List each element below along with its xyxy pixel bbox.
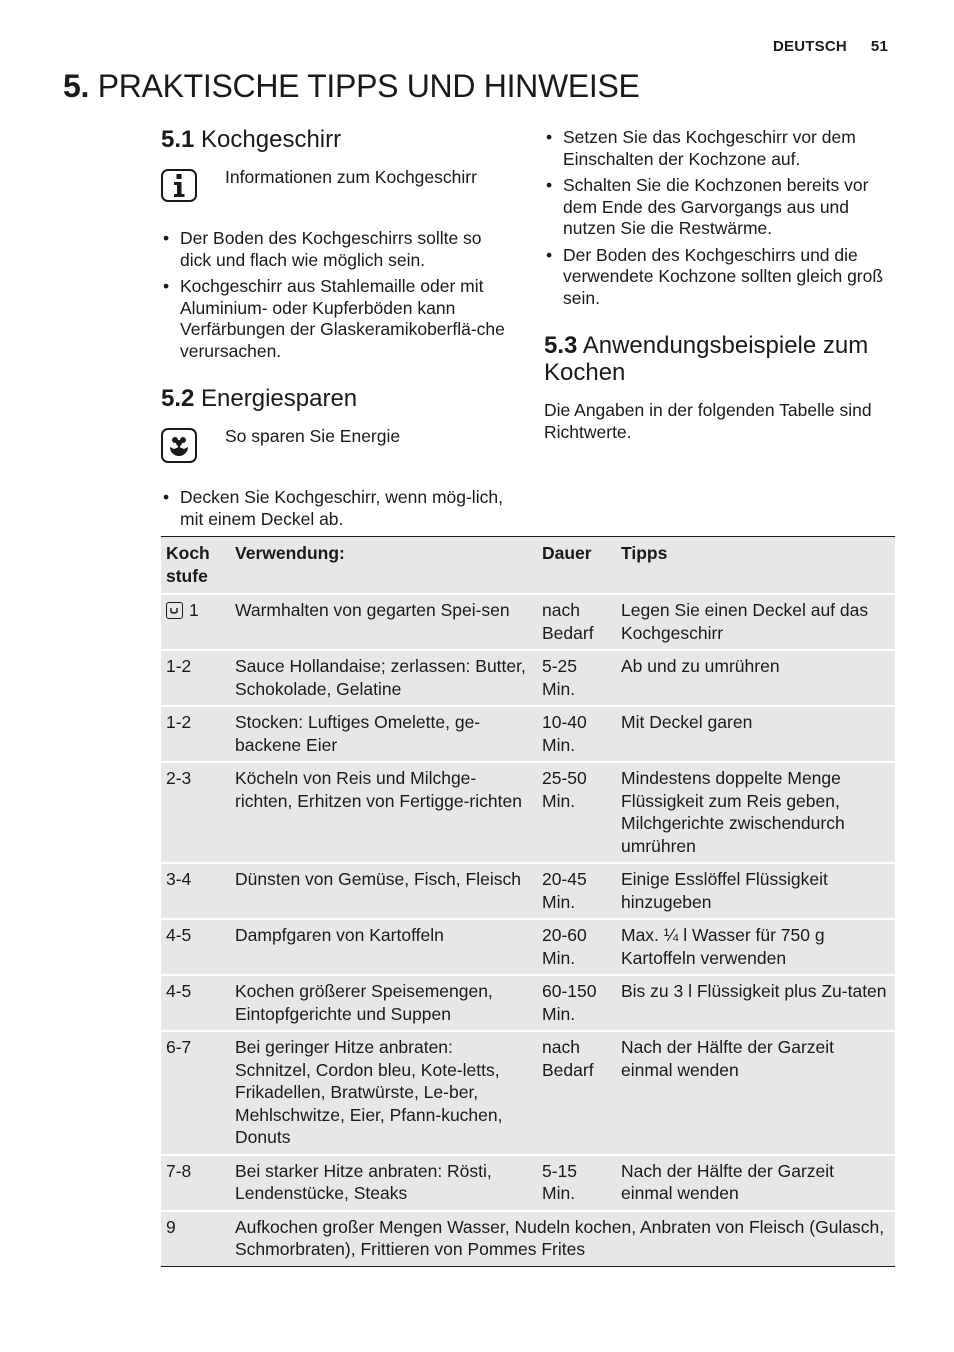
table-row: [161, 762, 895, 863]
table-row: [161, 594, 895, 650]
page-title: [63, 68, 640, 105]
table-row: [161, 919, 895, 975]
cell-dauer: 60-150 Min.: [537, 975, 616, 1031]
language-label: DEUTSCH: [773, 38, 847, 55]
info-text-kochgeschirr: Informationen zum Kochgeschirr: [225, 167, 477, 187]
cell-dauer: 25-50 Min.: [537, 762, 616, 863]
list-item: • Schalten Sie die Kochzonen bereits vor dem Ende des Garvorgangs aus und nutzen Sie die Restwärme.: [544, 175, 896, 240]
cell-verwendung: Warmhalten von gegarten Spei-sen: [230, 594, 537, 650]
cell-tipps: Nach der Hälfte der Garzeit einmal wenden: [616, 1155, 895, 1211]
cell-dauer: nach Bedarf: [537, 594, 616, 650]
cell-verwendung: Köcheln von Reis und Milchge-richten, Erhitzen von Fertigge-richten: [230, 762, 537, 863]
cell-verwendung: Bei starker Hitze anbraten: Rösti, Lendenstücke, Steaks: [230, 1155, 537, 1211]
header-dauer: Dauer: [537, 537, 616, 595]
list-item: • Kochgeschirr aus Stahlemaille oder mit Aluminium- oder Kupferböden kann Verfärbungen der Glaskeramikoberflä-che verursachen.: [161, 276, 511, 362]
cell-stufe: 7-8: [161, 1155, 230, 1211]
cell-stufe: 1-2: [161, 706, 230, 762]
cell-dauer: 10-40 Min.: [537, 706, 616, 762]
cell-stufe: 6-7: [161, 1031, 230, 1155]
cell-tipps: Mit Deckel garen: [616, 706, 895, 762]
table-row: [161, 1155, 895, 1211]
bullets-5-2: [161, 487, 511, 535]
list-item: • Decken Sie Kochgeschirr, wenn mög-lich, mit einem Deckel ab.: [161, 487, 511, 530]
cell-dauer: 20-45 Min.: [537, 863, 616, 919]
cell-verwendung: Bei geringer Hitze anbraten: Schnitzel, Cordon bleu, Kote-letts, Frikadellen, Bratwürste, Le-ber, Mehlschwitze, Eier, Pfann-kuchen, Donuts: [230, 1031, 537, 1155]
cell-verwendung: Sauce Hollandaise; zerlassen: Butter, Schokolade, Gelatine: [230, 650, 537, 706]
section-heading-5-1: 5.1 Kochgeschirr: [161, 126, 342, 153]
cell-tipps: Legen Sie einen Deckel auf das Kochgeschirr: [616, 594, 895, 650]
section-heading-5-2: 5.2 Energiesparen: [161, 385, 358, 412]
cell-verwendung: Kochen größerer Speisemengen, Eintopfgerichte und Suppen: [230, 975, 537, 1031]
cell-stufe: 3-4: [161, 863, 230, 919]
list-item: • Setzen Sie das Kochgeschirr vor dem Einschalten der Kochzone auf.: [544, 127, 896, 170]
info-text-energie: So sparen Sie Energie: [225, 426, 401, 446]
header-tipps: Tipps: [616, 537, 895, 595]
table-header-row: [161, 537, 895, 595]
table-row: [161, 863, 895, 919]
table-row: [161, 975, 895, 1031]
cell-tipps: Nach der Hälfte der Garzeit einmal wenden: [616, 1031, 895, 1155]
cell-tipps: Bis zu 3 l Flüssigkeit plus Zu-taten: [616, 975, 895, 1031]
cell-stufe: 2-3: [161, 762, 230, 863]
table-row: [161, 706, 895, 762]
section-heading-5-3: 5.3 Anwendungsbeispiele zum Kochen: [544, 332, 869, 386]
table-intro: Die Angaben in der folgenden Tabelle sind Richtwerte.: [544, 400, 872, 442]
cell-verwendung-span: Aufkochen großer Mengen Wasser, Nudeln kochen, Anbraten von Fleisch (Gulasch, Schmorbraten), Frittieren von Pommes Frites: [230, 1211, 895, 1267]
cell-stufe: 1-2: [161, 650, 230, 706]
cell-stufe: 4-5: [161, 975, 230, 1031]
cell-verwendung: Dünsten von Gemüse, Fisch, Fleisch: [230, 863, 537, 919]
cell-tipps: Mindestens doppelte Menge Flüssigkeit zum Reis geben, Milchgerichte zwischendurch umrühren: [616, 762, 895, 863]
header-kochstufe: Koch stufe: [161, 537, 230, 595]
cell-stufe: 4-5: [161, 919, 230, 975]
info-icon: [161, 169, 197, 202]
cooking-table: [161, 536, 895, 1267]
keep-warm-icon: [166, 602, 183, 619]
cell-tipps: Einige Esslöffel Flüssigkeit hinzugeben: [616, 863, 895, 919]
table-row: [161, 650, 895, 706]
bullets-right-column: [544, 127, 896, 314]
energy-saving-icon: [161, 428, 197, 463]
table-row-last: [161, 1211, 895, 1267]
table-row: [161, 1031, 895, 1155]
page-number: 51: [870, 38, 888, 55]
cell-dauer: 20-60 Min.: [537, 919, 616, 975]
title-text: PRAKTISCHE TIPPS UND HINWEISE: [97, 68, 640, 104]
cell-dauer: 5-15 Min.: [537, 1155, 616, 1211]
title-number: 5.: [63, 68, 90, 104]
cell-dauer: 5-25 Min.: [537, 650, 616, 706]
cell-stufe: 9: [161, 1211, 230, 1267]
bullets-5-1: [161, 228, 511, 367]
header-verwendung: Verwendung:: [230, 537, 537, 595]
cell-verwendung: Dampfgaren von Kartoffeln: [230, 919, 537, 975]
page-header: [773, 38, 888, 55]
cell-stufe: 1: [161, 594, 230, 650]
cell-tipps: Max. ¼ l Wasser für 750 g Kartoffeln verwenden: [616, 919, 895, 975]
list-item: • Der Boden des Kochgeschirrs sollte so dick und flach wie möglich sein.: [161, 228, 511, 271]
list-item: • Der Boden des Kochgeschirrs und die verwendete Kochzone sollten gleich groß sein.: [544, 245, 896, 310]
cell-dauer: nach Bedarf: [537, 1031, 616, 1155]
cell-verwendung: Stocken: Luftiges Omelette, ge-backene Eier: [230, 706, 537, 762]
cell-tipps: Ab und zu umrühren: [616, 650, 895, 706]
